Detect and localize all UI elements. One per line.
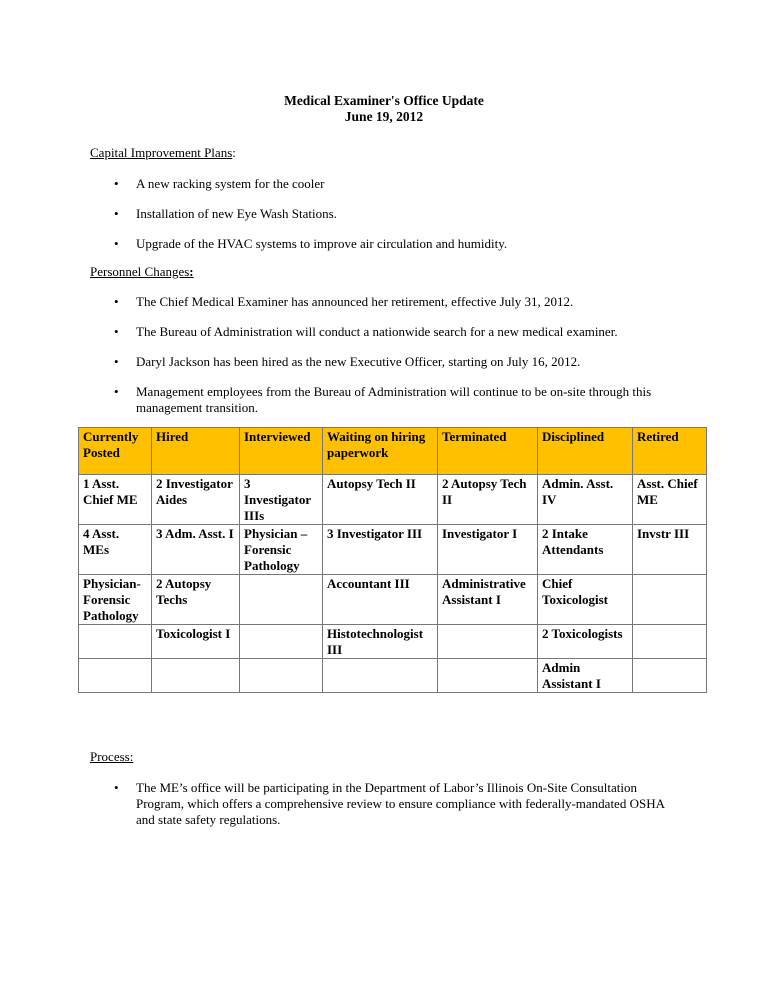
header-cell: Retired bbox=[633, 428, 707, 475]
table-row bbox=[79, 525, 707, 575]
table-cell bbox=[152, 659, 240, 693]
table-cell: Physician – Forensic Pathology bbox=[240, 525, 323, 575]
table-cell bbox=[240, 659, 323, 693]
table-cell: Chief Toxicologist bbox=[538, 575, 633, 625]
table-cell: 1 Asst. Chief ME bbox=[79, 475, 152, 525]
header-cell: Currently Posted bbox=[79, 428, 152, 475]
table-cell: Histotechnologist III bbox=[323, 625, 438, 659]
table-cell bbox=[633, 575, 707, 625]
capital-heading: Capital Improvement Plans: bbox=[90, 145, 236, 160]
table-cell: 2 Toxicologists bbox=[538, 625, 633, 659]
table-cell: 2 Autopsy Tech II bbox=[438, 475, 538, 525]
header-cell: Terminated bbox=[438, 428, 538, 475]
header-cell: Waiting on hiring paperwork bbox=[323, 428, 438, 475]
table-cell: Admin Assistant I bbox=[538, 659, 633, 693]
personnel-heading: Personnel Changes: bbox=[90, 264, 194, 279]
table-cell bbox=[633, 625, 707, 659]
table-cell bbox=[438, 625, 538, 659]
table-cell: Administrative Assistant I bbox=[438, 575, 538, 625]
document-page: Medical Examiner's Office Update June 19, 2012 Capital Improvement Plans: • A new racking system for the cooler • Installation of new Eye Wash Stations. • Upgrade of the HVAC systems to improve air circulation and humidity. Personnel Changes: • The Chief Medical Examiner has announced her retirement, effective July 31, 2012. • The Bureau of Administration will conduct a nationwide search for a new medical examiner. • Daryl Jackson has been hired as the new Executive Officer, starting on July 16, 2012. • Management employees from the Bureau of Administration will continue to be on-site through this management transition. Currently Posted Hired Interviewed Waiting on hiring paperwork Terminated Disciplined Retired 1 Asst. Chief ME 2 Investigator Aides 3 Investigator IIIs Autopsy Tech II 2 Autopsy Tech II Admin. Asst. IV Asst. Chief ME 4 Asst. MEs 3 Adm. Asst. I Physician – Forensic Pathology 3 Investigator III Investigator I 2 Intake Attendants Invstr III Physician-Forensic Pathology 2 Autopsy Techs Accountant III Administrative Assistant I Chief Toxicologist Toxicologist I Histotechnologist III 2 Toxicologists Admin Assistant I Process: • The ME’s office will be participating in the Department of Labor’s Illinois On-Site Consultation Program, which offers a comprehensive review to ensure compliance with federally-mandated OSHA and state safety regulations. bbox=[0, 0, 768, 994]
table-cell bbox=[79, 659, 152, 693]
table-cell: 3 Investigator IIIs bbox=[240, 475, 323, 525]
table-cell: Admin. Asst. IV bbox=[538, 475, 633, 525]
header-cell: Interviewed bbox=[240, 428, 323, 475]
table-cell: 4 Asst. MEs bbox=[79, 525, 152, 575]
doc-date: June 19, 2012 bbox=[344, 109, 424, 124]
table-cell bbox=[240, 625, 323, 659]
table-header-row bbox=[79, 428, 707, 475]
table-row bbox=[79, 575, 707, 625]
table-cell: Accountant III bbox=[323, 575, 438, 625]
doc-title: Medical Examiner's Office Update bbox=[284, 93, 484, 108]
table-cell: Autopsy Tech II bbox=[323, 475, 438, 525]
table-cell: Physician-Forensic Pathology bbox=[79, 575, 152, 625]
table-cell: Asst. Chief ME bbox=[633, 475, 707, 525]
table-cell: 3 Adm. Asst. I bbox=[152, 525, 240, 575]
header-cell: Disciplined bbox=[538, 428, 633, 475]
table-cell: Toxicologist I bbox=[152, 625, 240, 659]
table-cell bbox=[323, 659, 438, 693]
table-cell bbox=[240, 575, 323, 625]
table-cell: 3 Investigator III bbox=[323, 525, 438, 575]
table-row bbox=[79, 625, 707, 659]
table-cell bbox=[79, 625, 152, 659]
table-cell bbox=[438, 659, 538, 693]
table-cell: 2 Autopsy Techs bbox=[152, 575, 240, 625]
table-cell: Investigator I bbox=[438, 525, 538, 575]
table-cell: 2 Intake Attendants bbox=[538, 525, 633, 575]
table-row bbox=[79, 475, 707, 525]
table-cell: 2 Investigator Aides bbox=[152, 475, 240, 525]
table-row bbox=[79, 659, 707, 693]
process-heading: Process: bbox=[90, 749, 134, 764]
personnel-table bbox=[78, 427, 707, 693]
header-cell: Hired bbox=[152, 428, 240, 475]
table-cell bbox=[633, 659, 707, 693]
table-cell: Invstr III bbox=[633, 525, 707, 575]
